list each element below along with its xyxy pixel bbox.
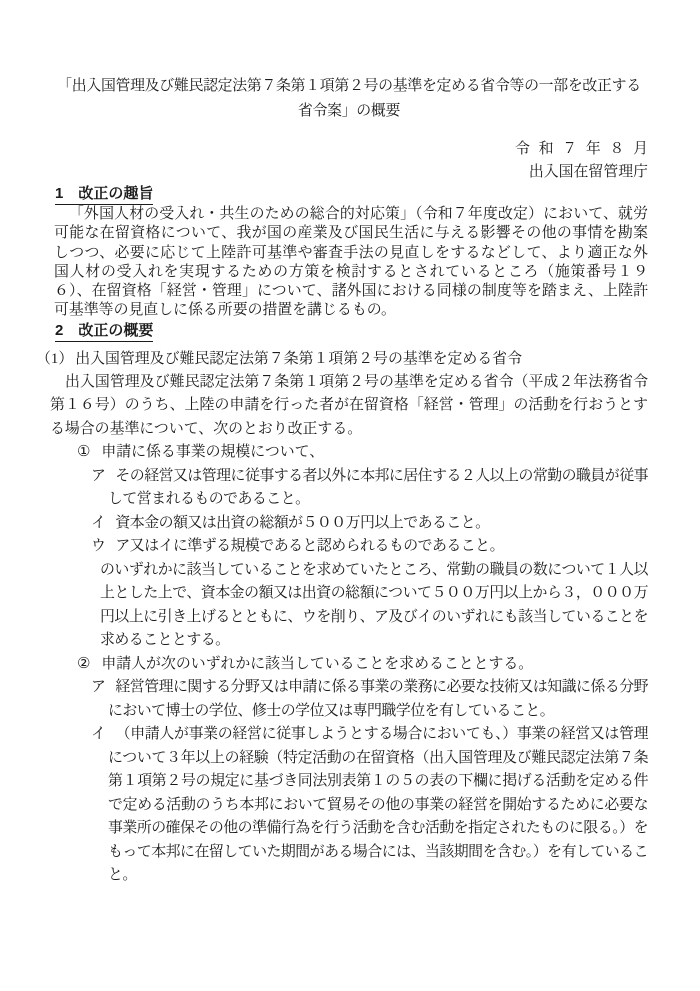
- issue-date: 令 和 ７ 年 ８ 月: [515, 141, 648, 157]
- issuer-organization: 出入国在留管理庁: [528, 164, 648, 180]
- subsection1-heading-label: 出入国管理及び難民認定法第７条第１項第２号の基準を定める省令: [75, 350, 522, 367]
- section1-heading: [55, 184, 648, 205]
- item-1-text: 申請に係る事業の規模について、: [101, 444, 325, 461]
- item-1-sub-u-marker: ウ: [91, 538, 106, 555]
- item-1-sub-i-marker: イ: [91, 514, 106, 531]
- item-2-sub-a-text: 経営管理に関する分野又は申請に係る事業の業務に必要な技術又は知識に係る分野において博士の学位、修士の学位又は専門職学位を有していること。: [108, 679, 648, 719]
- item-1-sub-i: [91, 512, 648, 536]
- item-1-conclusion: のいずれかに該当していることを求めていたところ、常勤の職員の数について１人以上とした上で、資本金の額又は出資の総額について５００万円以上から３，０００万円以上に引き上げるとともに、ウを削り、ア及びイのいずれにも該当していることを求めることとする。: [100, 561, 648, 649]
- item-1: [77, 441, 648, 465]
- item-2-text: 申請人が次のいずれかに該当していることを求めることとする。: [101, 655, 534, 672]
- subsection1-heading: [36, 348, 648, 371]
- document-title-line2: 省令案」の概要: [297, 103, 401, 119]
- section2-heading: [55, 321, 648, 342]
- section2-heading-label: 改正の概要: [78, 321, 154, 339]
- item-1-sub-u: [91, 535, 648, 559]
- item-2-sub-i-marker: イ: [91, 726, 106, 743]
- item-1-sub-a-text: その経営又は管理に従事する者以外に本邦に居住する２人以上の常勤の職員が従事して営まれるものであること。: [108, 467, 648, 508]
- subsection1-intro: 出入国管理及び難民認定法第７条第１項第２号の基準を定める省令（平成２年法務省令第１６号）のうち、上陸の申請を行った者が在留資格「経営・管理」の活動を行おうとする場合の基準について、次のとおり改正する。: [50, 373, 648, 437]
- item-1-sub-a-marker: ア: [91, 467, 106, 484]
- section1-heading-underline: [55, 184, 153, 205]
- section2-heading-underline: [55, 321, 153, 342]
- section2-number: 2: [55, 321, 64, 339]
- item-1-sub-i-text: 資本金の額又は出資の総額が５００万円以上であること。: [115, 514, 490, 531]
- document-title-line1: 「出入国管理及び難民認定法第７条第１項第２号の基準を定める省令等の一部を改正する: [57, 78, 641, 94]
- subsection1-number: （1）: [36, 350, 74, 367]
- item-1-marker: ①: [77, 444, 91, 461]
- item-1-sub-u-text: ア又はイに準ずる規模であると認められるものであること。: [115, 538, 504, 555]
- item-2-sub-a-marker: ア: [91, 679, 106, 696]
- issuer-block: [50, 138, 648, 184]
- document-title: [50, 74, 648, 124]
- item-2-sub-i-text: （申請人が事業の経営に従事しようとする場合においても、）事業の経営又は管理について３年以上の経験（特定活動の在留資格（出入国管理及び難民認定法第７条第１項第２号の規定に基づき同法別表第１の５の表の下欄に掲げる活動を定める件で定める活動のうち本邦において貿易その他の事業の経営を開始するために必要な事業所の確保その他の準備行為を行う活動を含む活動を指定されたものに限る。）をもって本邦に在留していた期間がある場合には、当該期間を含む。）を有していること。: [108, 726, 648, 884]
- item-2: [77, 653, 648, 677]
- section1-number: 1: [55, 185, 64, 202]
- item-2-sub-a: [91, 676, 648, 723]
- item-2-marker: ②: [77, 655, 91, 672]
- item-2-sub-i: [91, 723, 648, 888]
- section1-heading-label: 改正の趣旨: [78, 185, 154, 202]
- item-1-sub-a: [91, 465, 648, 512]
- section1-body: 「外国人材の受入れ・共生のための総合的対応策」（令和７年度改定）において、就労可能な在留資格について、我が国の産業及び国民生活に与える影響その他の事情を勘案しつつ、必要に応じて上陸許可基準や審査手法の見直しをするなどして、より適正な外国人材の受入れを実現するための方策を検討するとされているところ（施策番号１９６）、在留資格「経営・管理」について、諸外国における同様の制度等を踏まえ、上陸許可基準等の見直しに係る所要の措置を講じるもの。: [54, 206, 648, 319]
